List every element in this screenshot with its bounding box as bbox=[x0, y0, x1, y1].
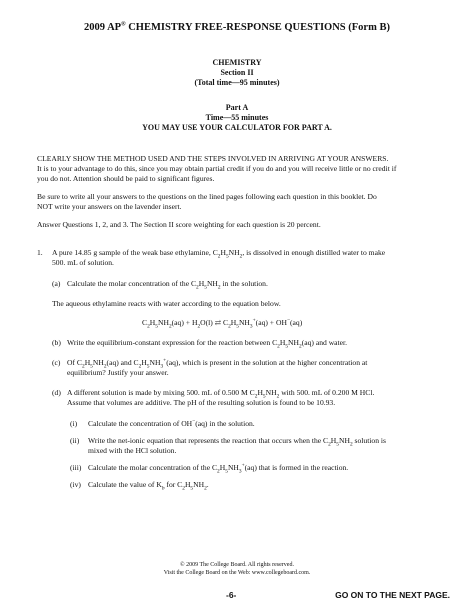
part-d-ii-text-line2: mixed with the HCl solution. bbox=[88, 446, 177, 455]
part-c-label: (c) bbox=[52, 358, 61, 367]
footer-copyright: © 2009 The College Board. All rights reserved. bbox=[180, 562, 294, 568]
instruction-partial-line1: It is to your advantage to do this, since you may obtain partial credit if you do and you will receive little or no credit if bbox=[37, 164, 397, 173]
section-name: Section II bbox=[220, 68, 254, 77]
part-b-label: (b) bbox=[52, 338, 61, 347]
instruction-partial-line2: you do not. Attention should be paid to significant figures. bbox=[37, 174, 215, 183]
part-c-text-line2: equilibrium? Justify your answer. bbox=[67, 368, 169, 377]
question-intro-line1: A pure 14.85 g sample of the weak base ethylamine, $C_2H_5NH_2$, is dissolved in enough distilled water to make bbox=[52, 248, 386, 260]
part-title: Part A bbox=[225, 103, 249, 112]
equilibrium-arrow-icon: ⇄ bbox=[214, 318, 222, 327]
part-a-text: Calculate the molar concentration of the $C_2H_5NH_2$ in the solution. bbox=[67, 279, 268, 291]
page-number: -6- bbox=[226, 590, 237, 600]
subject-title: CHEMISTRY bbox=[212, 58, 262, 67]
part-d-text-line1: A different solution is made by mixing 500. mL of 0.500 M $C_2H_5NH_2$ with 500. mL of 0.200 M HCl. bbox=[67, 388, 375, 400]
calculator-notice: YOU MAY USE YOUR CALCULATOR FOR PART A. bbox=[142, 123, 332, 132]
registered-mark: ® bbox=[121, 21, 126, 28]
instruction-method: CLEARLY SHOW THE METHOD USED AND THE STEPS INVOLVED IN ARRIVING AT YOUR ANSWERS. bbox=[37, 154, 389, 163]
part-d-iii-label: (iii) bbox=[70, 463, 82, 472]
go-on-notice: GO ON TO THE NEXT PAGE. bbox=[335, 590, 450, 600]
instruction-weighting: Answer Questions 1, 2, and 3. The Section II score weighting for each question is 20 percent. bbox=[37, 220, 321, 229]
instruction-lined-line1: Be sure to write all your answers to the questions on the lined pages following each question in this booklet. Do bbox=[37, 192, 377, 201]
part-time: Time—55 minutes bbox=[205, 113, 269, 122]
part-c-text-line1: Of $C_2H_5NH_2(aq)$ and $C_2H_5NH_3^+(aq)$, which is present in the solution at the higher concentration at bbox=[67, 357, 368, 370]
equilibrium-equation: $C_2H_5NH_2(aq) + H_2O(l)$ ⇄ $C_2H_5NH_3^+(aq) + OH^-(aq)$ bbox=[142, 317, 303, 330]
part-d-iv-label: (iv) bbox=[70, 480, 81, 489]
part-b-text: Write the equilibrium-constant expression for the reaction between $C_2H_5NH_2(aq)$ and water. bbox=[67, 338, 348, 350]
instruction-lined-line2: NOT write your answers on the lavender insert. bbox=[37, 202, 182, 211]
part-d-ii-text-line1: Write the net-ionic equation that represents the reaction that occurs when the $C_2H_5NH_2$ solution is bbox=[88, 436, 386, 448]
footer-visit: Visit the College Board on the Web: www.collegeboard.com. bbox=[163, 570, 311, 576]
part-d-iii-text: Calculate the molar concentration of the $C_2H_5NH_3^+(aq)$ that is formed in the reaction. bbox=[88, 462, 349, 475]
part-a-label: (a) bbox=[52, 279, 61, 288]
part-d-ii-label: (ii) bbox=[70, 436, 80, 445]
part-d-text-line2: Assume that volumes are additive. The pH of the resulting solution is found to be 10.93. bbox=[67, 398, 336, 407]
part-d-i-text: Calculate the concentration of OH−(aq) in the solution. bbox=[88, 418, 255, 428]
page-header bbox=[0, 22, 474, 33]
part-d-label: (d) bbox=[52, 388, 61, 397]
total-time: (Total time—95 minutes) bbox=[194, 78, 280, 87]
part-d-iv-text: Calculate the value of $K_b$ for $C_2H_5NH_2$. bbox=[88, 480, 209, 492]
question-number: 1. bbox=[37, 248, 43, 257]
header-title-prefix: 2009 AP bbox=[84, 22, 122, 33]
header-title-suffix: CHEMISTRY FREE-RESPONSE QUESTIONS (Form B) bbox=[125, 22, 390, 33]
reaction-intro: The aqueous ethylamine reacts with water according to the equation below. bbox=[52, 299, 281, 308]
part-d-i-label: (i) bbox=[70, 419, 78, 428]
question-intro-line2: 500. mL of solution. bbox=[52, 258, 114, 267]
